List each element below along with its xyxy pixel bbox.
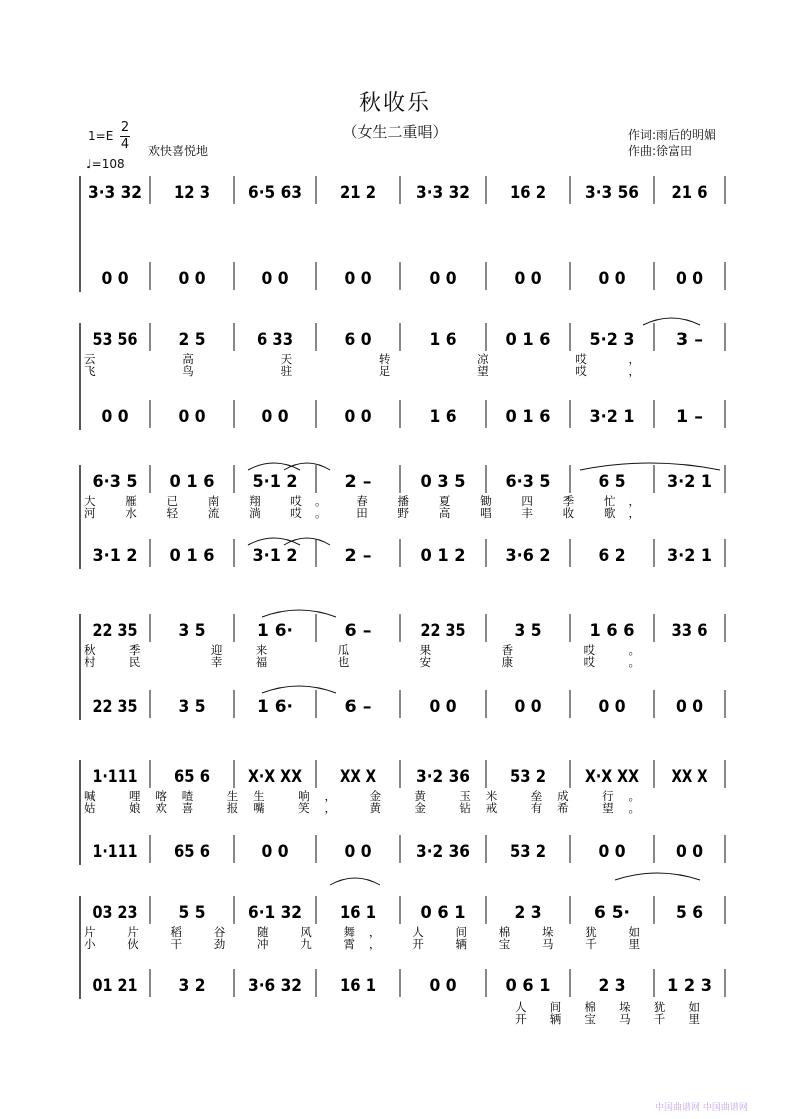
lower-voice-measure: 53 2 (510, 842, 546, 862)
lower-voice-measure: 3·1 2 (92, 546, 138, 566)
upper-voice-measure: 6·5 63 (248, 183, 302, 203)
slur (262, 610, 336, 617)
upper-voice-measure: 6 33 (257, 330, 293, 350)
lower-voice-measure: 1 – (676, 407, 703, 427)
upper-voice-measure: 21 2 (340, 183, 376, 203)
lyric-line-verse-2: 飞 鸟 驻 足 望 哎， (84, 364, 640, 378)
lower-voice-measure: 16 1 (340, 976, 376, 996)
lower-voice-measure: 0 0 (514, 697, 542, 717)
upper-voice-measure: 16 1 (340, 903, 376, 923)
lower-lyric-line-verse-1: 人 间 棉 垛 犹 如 (515, 1000, 700, 1014)
lower-voice-measure: 2 – (344, 546, 372, 566)
lyric-line-verse-1: 喊 哩喀喳 生生 响， 金 黄 玉米 垒成 行。 (84, 789, 640, 803)
lower-voice-measure: 3·1 2 (252, 546, 298, 566)
lower-voice-measure: 0 0 (676, 269, 704, 289)
lower-voice-measure: 0 1 2 (420, 546, 466, 566)
upper-voice-measure: 22 35 (92, 621, 138, 641)
slur (248, 463, 300, 470)
lyric-line-verse-1: 大 雁 已 南 翔 哎。 春 播 夏 锄 四 季 忙， (84, 494, 640, 508)
lower-lyric-line-verse-2: 开 辆 宝 马 千 里 (515, 1012, 700, 1026)
lyric-line-verse-2: 河 水 轻 流 淌 哎。 田 野 高 唱 丰 收 歌， (84, 506, 640, 520)
lyric-line-verse-1: 秋季 迎来 瓜 果 香 哎。 (84, 643, 640, 657)
lyric-line-verse-2: 小 伙 干 劲 冲 九 霄， 开 辆 宝 马 千 里 (84, 937, 641, 951)
upper-voice-measure: 6 5 (598, 472, 626, 492)
upper-voice-measure: 33 6 (671, 621, 708, 641)
upper-voice-measure: XX X (671, 767, 708, 787)
composer: 作曲:徐富田 (628, 144, 693, 158)
upper-voice-measure: 2 5 (178, 330, 206, 350)
upper-voice-measure: 5 6 (676, 903, 703, 923)
upper-voice-measure: 3 5 (178, 621, 206, 641)
lyric-line-verse-2: 村民 幸福 也 安 康 哎。 (84, 655, 640, 669)
lower-voice-measure: 3·2 1 (589, 407, 635, 427)
slur (284, 463, 330, 470)
lower-voice-measure: 0 0 (429, 976, 457, 996)
lower-voice-measure: 3 2 (178, 976, 206, 996)
upper-voice-measure: 0 1 6 (505, 330, 551, 350)
upper-voice-measure: 5·2 3 (589, 330, 635, 350)
upper-voice-measure: X·X XX (248, 767, 302, 787)
expression-mark: 欢快喜悦地 (148, 144, 209, 158)
lower-voice-measure: 0 0 (344, 269, 372, 289)
upper-voice-measure: 22 35 (420, 621, 466, 641)
upper-voice-measure: 1 6 6 (589, 621, 635, 641)
lower-voice-measure: 0 0 (344, 842, 372, 862)
song-title: 秋收乐 (358, 91, 431, 116)
lower-voice-measure: 0 0 (178, 407, 206, 427)
upper-voice-measure: 3·2 1 (667, 472, 712, 492)
lower-voice-measure: 2 3 (598, 976, 626, 996)
lower-voice-measure: 0 0 (598, 269, 626, 289)
lyric-line-verse-1: 片 片 稻 谷 随 风 舞， 人 间 棉 垛 犹 如 (84, 925, 641, 939)
upper-voice-measure: 6 – (344, 621, 372, 641)
upper-voice-measure: 3 5 (514, 621, 542, 641)
upper-voice-measure: 6·1 32 (248, 903, 302, 923)
upper-voice-measure: 0 3 5 (420, 472, 466, 492)
lower-voice-measure: 0 0 (261, 269, 289, 289)
watermark: 中国曲谱网 中国曲谱网 (655, 1103, 748, 1113)
slur (580, 463, 720, 470)
upper-voice-measure: 5 5 (178, 903, 206, 923)
lower-voice-measure: 3·6 2 (505, 546, 551, 566)
lower-voice-measure: 0 0 (101, 269, 129, 289)
slur (284, 538, 330, 545)
upper-voice-measure: 6 0 (344, 330, 372, 350)
lower-voice-measure: 1 6 (429, 407, 457, 427)
lower-voice-measure: 1 2 3 (667, 976, 712, 996)
slur (615, 873, 700, 880)
upper-voice-measure: 65 6 (174, 767, 210, 787)
lyric-line-verse-2: 姑 娘欢喜 报嘴 笑， 黄 金 钻戒 有希 望。 (84, 801, 640, 815)
lower-voice-measure: 0 0 (598, 842, 626, 862)
upper-voice-measure: 1 6· (257, 621, 293, 641)
upper-voice-measure: 2 – (344, 472, 372, 492)
upper-voice-measure: 12 3 (174, 183, 210, 203)
upper-voice-measure: 3·3 32 (416, 183, 470, 203)
upper-voice-measure: 16 2 (510, 183, 546, 203)
lower-voice-measure: 3·2 1 (667, 546, 712, 566)
lower-voice-measure: 0 0 (178, 269, 206, 289)
upper-voice-measure: 2 3 (514, 903, 542, 923)
lower-voice-measure: 3 5 (178, 697, 206, 717)
tempo-mark: ♩=108 (86, 157, 125, 171)
upper-voice-measure: 3·2 36 (416, 767, 470, 787)
lower-voice-measure: 6 2 (598, 546, 626, 566)
upper-voice-measure: XX X (340, 767, 376, 787)
lyricist: 作词:雨后的明媚 (628, 128, 717, 142)
time-signature-top: 2 (120, 120, 130, 135)
slur (643, 318, 700, 325)
upper-voice-measure: X·X XX (585, 767, 639, 787)
slur (248, 538, 300, 545)
lower-voice-measure: 0 0 (429, 697, 457, 717)
upper-voice-measure: 6 5· (594, 903, 630, 923)
upper-voice-measure: 1·111 (92, 767, 138, 787)
lower-voice-measure: 0 0 (429, 269, 457, 289)
lower-voice-measure: 0 6 1 (505, 976, 551, 996)
upper-voice-measure: 0 6 1 (420, 903, 466, 923)
lower-voice-measure: 0 1 6 (169, 546, 215, 566)
lower-voice-measure: 1·111 (92, 842, 138, 862)
upper-voice-measure: 3 – (676, 330, 703, 350)
upper-voice-measure: 3·3 32 (88, 183, 142, 203)
upper-voice-measure: 21 6 (671, 183, 708, 203)
lower-voice-measure: 01 21 (92, 976, 138, 996)
upper-voice-measure: 6·3 5 (505, 472, 551, 492)
lower-voice-measure: 3·2 36 (416, 842, 470, 862)
lyric-line-verse-1: 云 高 天 转 凉 哎， (84, 352, 640, 366)
lower-voice-measure: 0 0 (261, 407, 289, 427)
lower-voice-measure: 1 6· (257, 697, 293, 717)
lower-voice-measure: 0 0 (676, 842, 704, 862)
key-signature: 1=E (88, 129, 114, 143)
lower-voice-measure: 0 0 (344, 407, 372, 427)
upper-voice-measure: 6·3 5 (92, 472, 138, 492)
upper-voice-measure: 3·3 56 (585, 183, 639, 203)
lower-voice-measure: 0 0 (261, 842, 289, 862)
lower-voice-measure: 0 0 (514, 269, 542, 289)
lower-voice-measure: 65 6 (174, 842, 210, 862)
upper-voice-measure: 1 6 (429, 330, 457, 350)
upper-voice-measure: 03 23 (92, 903, 138, 923)
upper-voice-measure: 0 1 6 (169, 472, 215, 492)
song-subtitle: （女生二重唱） (342, 123, 448, 141)
lower-voice-measure: 0 0 (676, 697, 704, 717)
upper-voice-measure: 5·1 2 (252, 472, 298, 492)
lower-voice-measure: 3·6 32 (248, 976, 302, 996)
lower-voice-measure: 0 0 (101, 407, 129, 427)
lower-voice-measure: 22 35 (92, 697, 138, 717)
time-signature-bottom: 4 (120, 137, 130, 152)
lower-voice-measure: 6 – (344, 697, 372, 717)
slur (330, 878, 380, 885)
upper-voice-measure: 53 2 (510, 767, 546, 787)
slur (262, 686, 336, 693)
lower-voice-measure: 0 0 (598, 697, 626, 717)
upper-voice-measure: 53 56 (92, 330, 138, 350)
lower-voice-measure: 0 1 6 (505, 407, 551, 427)
